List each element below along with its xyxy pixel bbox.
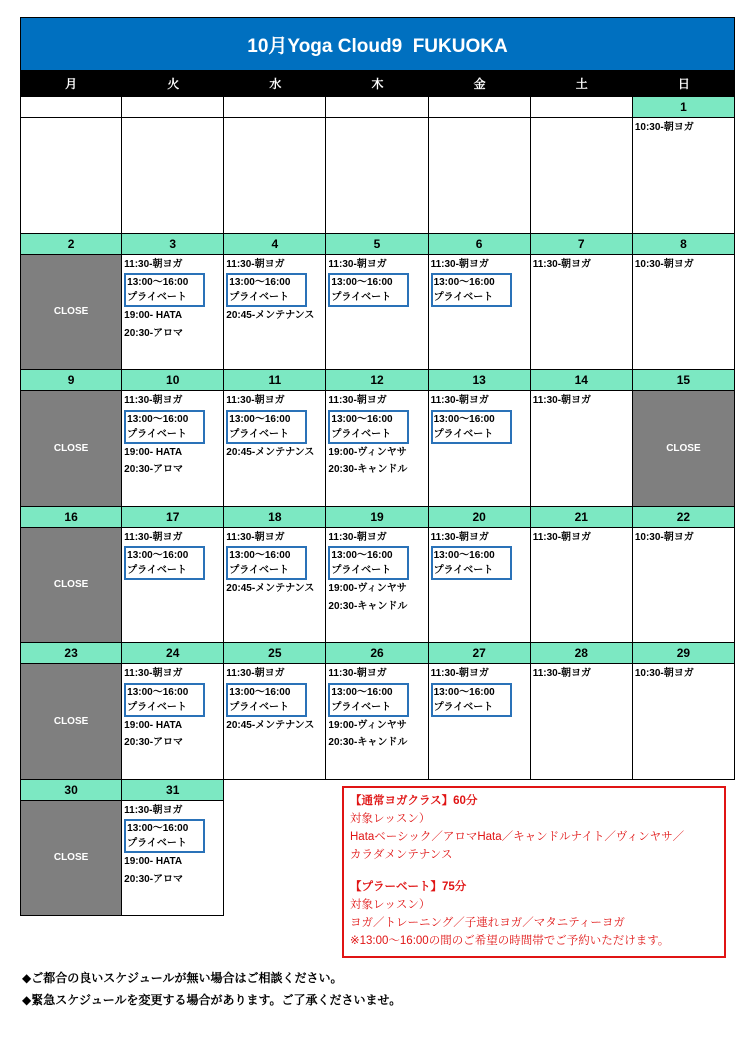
private-label: プライベート (433, 292, 494, 303)
private-label: プライベート (127, 565, 187, 576)
private-class-heading: 【プラーベート】75分 (350, 881, 467, 893)
event-line: 11:30-朝ヨガ (532, 668, 592, 679)
date-label: 6 (429, 234, 530, 255)
day-cell (20, 507, 122, 644)
footer-notes (22, 967, 742, 1011)
day-cell (326, 643, 428, 780)
date-label: 2 (21, 234, 121, 255)
date-label: 11 (224, 370, 325, 391)
event-line: 11:30-朝ヨガ (124, 668, 183, 679)
date-label: 5 (326, 234, 427, 255)
event-line: 11:30-朝ヨガ (124, 531, 183, 543)
day-cell (122, 97, 224, 234)
event-line: 11:30-朝ヨガ (226, 395, 285, 406)
event-line: 19:00- HATA (124, 719, 183, 731)
private-slot (328, 683, 409, 717)
day-body (326, 255, 427, 370)
event-line: 19:00-ヴィンヤサ (328, 446, 407, 458)
date-label (326, 97, 427, 118)
private-remark: ※13:00～16:00の間のご希望の時間帯でご予約いただけます。 (350, 935, 670, 947)
private-slot (226, 683, 307, 717)
date-label: 28 (531, 643, 632, 664)
day-cell (429, 643, 531, 780)
day-cell (20, 370, 122, 507)
day-cell (633, 643, 735, 780)
date-label: 29 (633, 643, 734, 664)
date-label: 27 (429, 643, 530, 664)
day-body (326, 528, 427, 643)
event-line: 20:45-メンテナンス (226, 583, 315, 594)
day-body (21, 801, 121, 916)
closed-label: CLOSE (53, 852, 89, 864)
week-row (20, 507, 735, 644)
private-label: プライベート (331, 292, 392, 303)
day-cell (20, 97, 122, 234)
day-body (224, 528, 325, 643)
day-body (21, 118, 121, 233)
week-row (20, 234, 735, 371)
day-cell (429, 507, 531, 644)
private-target-label: 対象レッスン） (350, 899, 431, 911)
weekday-label-wed: 水 (269, 77, 282, 91)
event-line: 20:30-キャンドル (328, 737, 408, 748)
date-label: 17 (122, 507, 223, 528)
event-line: 20:30-アロマ (124, 327, 184, 339)
event-line: 19:00- HATA (124, 446, 183, 458)
private-slot (124, 546, 205, 580)
regular-lessons-line: Hataベーシック／アロマHata／キャンドルナイト／ヴィンヤサ／ (350, 831, 685, 843)
empty-slot (224, 780, 326, 917)
private-label: プライベート (331, 701, 392, 713)
day-cell (20, 643, 122, 780)
day-body (122, 118, 223, 233)
day-body (326, 118, 427, 233)
private-label: プライベート (433, 428, 494, 440)
day-cell (429, 234, 531, 371)
event-line: 20:30-アロマ (124, 464, 184, 475)
event-line: 11:30-朝ヨガ (328, 668, 387, 679)
private-label: プライベート (127, 838, 187, 849)
private-slot (328, 410, 409, 444)
regular-class-heading: 【通常ヨガクラス】60分 (350, 795, 478, 807)
day-body (633, 118, 734, 233)
date-label: 15 (633, 370, 734, 391)
day-body (429, 255, 530, 370)
event-line: 11:30-朝ヨガ (328, 258, 387, 270)
day-cell (224, 643, 326, 780)
date-label: 10 (122, 370, 223, 391)
date-label: 31 (122, 780, 223, 801)
private-time: 13:00～16:00 (127, 823, 189, 834)
day-cell (326, 234, 428, 371)
private-time: 13:00～16:00 (229, 550, 291, 561)
day-body (531, 391, 632, 506)
day-body (224, 118, 325, 233)
day-cell (326, 507, 428, 644)
date-label: 18 (224, 507, 325, 528)
day-body (122, 528, 223, 643)
day-body (21, 255, 121, 370)
private-slot (431, 683, 512, 717)
day-cell (633, 370, 735, 507)
day-cell (429, 370, 531, 507)
day-cell (633, 507, 735, 644)
date-label: 26 (326, 643, 427, 664)
date-label: 19 (326, 507, 427, 528)
day-body (122, 255, 223, 370)
private-slot (124, 273, 205, 307)
private-time: 13:00～16:00 (127, 277, 189, 288)
private-slot (124, 410, 205, 444)
private-label: プライベート (229, 701, 289, 713)
day-cell (633, 234, 735, 371)
day-body (429, 664, 530, 779)
day-body (122, 391, 223, 506)
footer-note: ◆ご都合の良いスケジュールが無い場合はご相談ください。 (22, 971, 343, 985)
event-line: 11:30-朝ヨガ (124, 258, 183, 270)
private-label: プライベート (229, 428, 289, 440)
day-body (429, 118, 530, 233)
notes-spacer (350, 864, 718, 878)
day-body (531, 118, 632, 233)
event-line: 20:30-キャンドル (328, 600, 408, 612)
event-line: 20:30-キャンドル (328, 464, 408, 475)
private-slot (226, 273, 307, 307)
day-body (21, 528, 121, 643)
day-cell (531, 370, 633, 507)
closed-label: CLOSE (666, 442, 701, 454)
private-time: 13:00～16:00 (433, 277, 495, 288)
private-label: プライベート (229, 292, 289, 303)
event-line: 11:30-朝ヨガ (430, 668, 489, 679)
event-line: 11:30-朝ヨガ (532, 395, 592, 406)
day-body (224, 391, 325, 506)
event-line: 10:30-朝ヨガ (634, 122, 694, 133)
date-label (21, 97, 121, 118)
date-label: 24 (122, 643, 223, 664)
private-time: 13:00～16:00 (331, 277, 393, 288)
day-body (633, 664, 734, 779)
title-bar (20, 17, 735, 70)
event-line: 19:00-ヴィンヤサ (328, 719, 407, 731)
private-label: プライベート (433, 565, 494, 576)
day-cell (122, 234, 224, 371)
private-slot (124, 819, 205, 853)
day-cell (122, 370, 224, 507)
date-label: 16 (21, 507, 121, 528)
event-line: 11:30-朝ヨガ (532, 258, 592, 270)
date-label: 4 (224, 234, 325, 255)
event-line: 11:30-朝ヨガ (430, 258, 489, 270)
private-time: 13:00～16:00 (127, 550, 189, 561)
event-line: 11:30-朝ヨガ (124, 395, 183, 406)
event-line: 11:30-朝ヨガ (532, 531, 592, 543)
date-label (531, 97, 632, 118)
event-line: 11:30-朝ヨガ (430, 531, 489, 543)
day-cell (429, 97, 531, 234)
private-time: 13:00～16:00 (331, 686, 393, 698)
day-cell (224, 234, 326, 371)
date-label: 1 (633, 97, 734, 118)
day-body (531, 664, 632, 779)
event-line: 11:30-朝ヨガ (226, 668, 285, 679)
event-line: 19:00- HATA (124, 856, 183, 867)
event-line: 11:30-朝ヨガ (328, 395, 387, 406)
event-line: 11:30-朝ヨガ (226, 258, 285, 270)
private-slot (431, 546, 512, 580)
day-cell (531, 234, 633, 371)
date-label: 12 (326, 370, 427, 391)
closed-label: CLOSE (53, 579, 89, 591)
day-cell (122, 643, 224, 780)
day-cell (633, 97, 735, 234)
private-slot (431, 410, 512, 444)
notes-box (342, 786, 726, 958)
private-time: 13:00～16:00 (331, 550, 393, 561)
event-line: 10:30-朝ヨガ (634, 668, 694, 679)
event-line: 10:30-朝ヨガ (634, 258, 694, 270)
day-body (633, 255, 734, 370)
week-row (20, 370, 735, 507)
day-body (21, 391, 121, 506)
date-label: 30 (21, 780, 121, 801)
day-cell (326, 97, 428, 234)
private-slot (226, 410, 307, 444)
private-time: 13:00～16:00 (433, 686, 495, 698)
private-time: 13:00～16:00 (127, 413, 189, 425)
event-line: 11:30-朝ヨガ (430, 395, 489, 406)
date-label: 22 (633, 507, 734, 528)
event-line: 19:00-ヴィンヤサ (328, 583, 407, 594)
day-body (429, 528, 530, 643)
week-row (20, 97, 735, 234)
private-lessons-line: ヨガ／トレーニング／子連れヨガ／マタニティーヨガ (350, 917, 625, 929)
event-line: 20:30-アロマ (124, 737, 184, 748)
private-slot (226, 546, 307, 580)
day-body (531, 528, 632, 643)
private-time: 13:00～16:00 (229, 277, 291, 288)
private-label: プライベート (127, 292, 187, 303)
closed-label: CLOSE (53, 442, 89, 454)
date-label (122, 97, 223, 118)
event-line: 19:00- HATA (124, 310, 183, 321)
day-cell (122, 780, 224, 917)
day-body (633, 391, 734, 506)
day-cell (122, 507, 224, 644)
event-line: 20:45-メンテナンス (226, 310, 315, 321)
private-time: 13:00～16:00 (127, 686, 189, 698)
private-time: 13:00～16:00 (229, 413, 291, 425)
private-slot (124, 683, 205, 717)
date-label: 3 (122, 234, 223, 255)
event-line: 20:30-アロマ (124, 873, 184, 885)
private-time: 13:00～16:00 (229, 686, 291, 698)
weekday-label-mon: 月 (65, 77, 78, 91)
closed-label: CLOSE (53, 306, 89, 318)
date-label: 21 (531, 507, 632, 528)
date-label: 13 (429, 370, 530, 391)
date-label (429, 97, 530, 118)
private-time: 13:00～16:00 (433, 550, 495, 561)
date-label (224, 97, 325, 118)
day-cell (224, 507, 326, 644)
date-label: 7 (531, 234, 632, 255)
day-cell (326, 370, 428, 507)
event-line: 10:30-朝ヨガ (634, 531, 694, 543)
day-cell (531, 97, 633, 234)
weekday-label-sun: 日 (677, 77, 690, 91)
day-cell (224, 370, 326, 507)
day-body (429, 391, 530, 506)
weekday-label-fri: 金 (473, 77, 486, 91)
date-label: 20 (429, 507, 530, 528)
private-label: プライベート (229, 565, 289, 576)
day-body (224, 255, 325, 370)
day-body (531, 255, 632, 370)
weekday-label-tue: 火 (167, 77, 180, 91)
day-cell (224, 97, 326, 234)
private-time: 13:00～16:00 (433, 413, 495, 425)
regular-lessons-line: カラダメンテナンス (350, 849, 453, 861)
day-body (122, 801, 223, 916)
private-slot (328, 546, 409, 580)
day-body (224, 664, 325, 779)
private-slot (328, 273, 409, 307)
day-body (122, 664, 223, 779)
event-line: 11:30-朝ヨガ (226, 531, 285, 543)
private-label: プライベート (331, 565, 392, 576)
private-time: 13:00～16:00 (331, 413, 393, 425)
date-label: 8 (633, 234, 734, 255)
day-body (326, 391, 427, 506)
day-body (21, 664, 121, 779)
weekday-label-sat: 土 (575, 77, 588, 91)
day-cell (531, 643, 633, 780)
event-line: 20:45-メンテナンス (226, 446, 315, 458)
event-line: 11:30-朝ヨガ (328, 531, 387, 543)
event-line: 11:30-朝ヨガ (124, 804, 183, 816)
day-body (326, 664, 427, 779)
weekday-label-thu: 木 (371, 77, 384, 91)
date-label: 25 (224, 643, 325, 664)
regular-target-label: 対象レッスン） (350, 813, 431, 825)
event-line: 20:45-メンテナンス (226, 719, 315, 731)
date-label: 23 (21, 643, 121, 664)
page-title: 10月Yoga Cloud9 FUKUOKA (247, 35, 508, 57)
day-cell (20, 234, 122, 371)
private-label: プライベート (331, 428, 392, 440)
date-label: 9 (21, 370, 121, 391)
day-cell (531, 507, 633, 644)
private-label: プライベート (127, 701, 187, 713)
private-slot (431, 273, 512, 307)
day-cell (20, 780, 122, 917)
week-row (20, 643, 735, 780)
private-label: プライベート (127, 428, 187, 440)
closed-label: CLOSE (53, 715, 89, 727)
footer-note: ◆緊急スケジュールを変更する場合があります。ご了承くださいませ。 (22, 993, 402, 1007)
date-label: 14 (531, 370, 632, 391)
day-body (633, 528, 734, 643)
private-label: プライベート (433, 701, 494, 713)
weekday-header (20, 70, 735, 97)
